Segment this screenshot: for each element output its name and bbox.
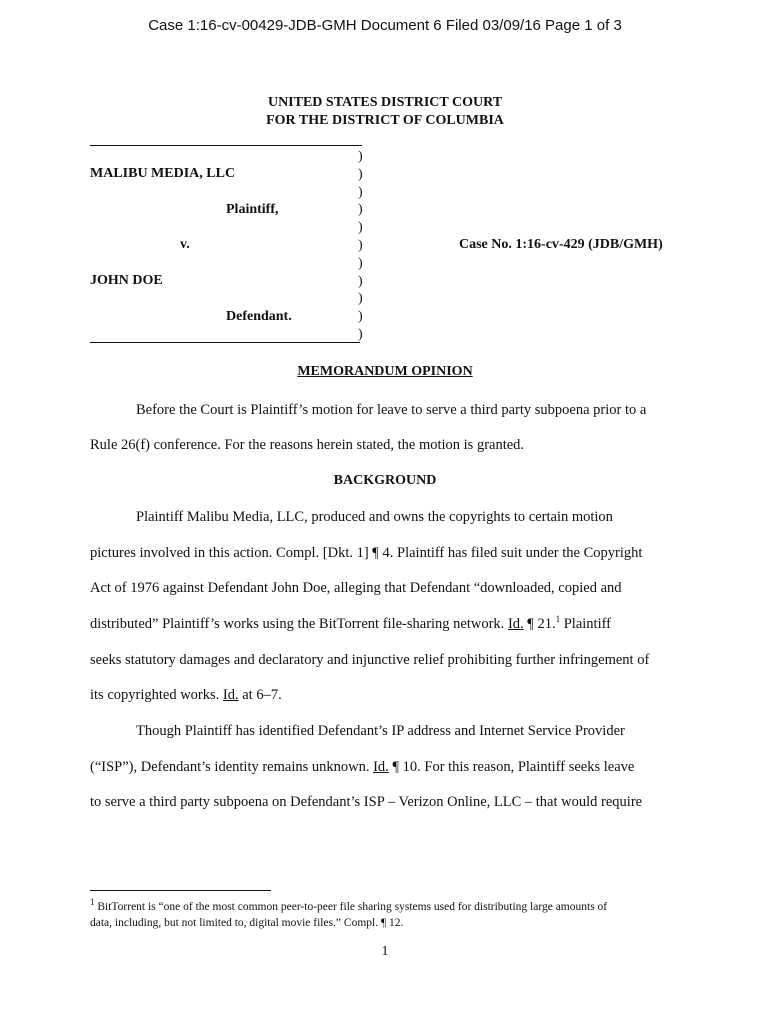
bg-p2-line-1: Though Plaintiff has identified Defendant’s IP address and Internet Service Provider (136, 723, 625, 739)
bg-p1-line-4 (90, 616, 611, 633)
caption-paren: ) (358, 166, 363, 182)
filing-header: Case 1:16-cv-00429-JDB-GMH Document 6 Filed 03/09/16 Page 1 of 3 (148, 17, 622, 34)
bg-p1-line-3: Act of 1976 against Defendant John Doe, alleging that Defendant “downloaded, copied and (90, 580, 622, 596)
bg-p1-line-1: Plaintiff Malibu Media, LLC, produced and owns the copyrights to certain motion (136, 509, 613, 525)
caption-paren: ) (358, 309, 363, 325)
id-citation: Id. (222, 687, 239, 703)
document-title: MEMORANDUM OPINION (297, 364, 473, 379)
caption-bottom-rule (90, 342, 360, 343)
footnote-reference[interactable]: 1 (555, 614, 561, 625)
caption-paren: ) (358, 255, 363, 271)
caption-paren: ) (358, 220, 363, 236)
bg-p2-line-3: to serve a third party subpoena on Defendant’s ISP – Verizon Online, LLC – that would require (90, 794, 643, 810)
footnote-text: BitTorrent is “one of the most common peer-to-peer file sharing systems used for distributing large amounts of (94, 901, 608, 913)
bg-p1-line-4-cite: ¶ 21. (523, 616, 556, 632)
caption-paren: ) (358, 184, 363, 200)
caption-paren: ) (358, 273, 363, 289)
bg-p2-line-2-end: ¶ 10. For this reason, Plaintiff seeks leave (388, 759, 635, 775)
caption-top-rule (90, 145, 362, 146)
bg-p1-line-2: pictures involved in this action. Compl. [Dkt. 1] ¶ 4. Plaintiff has filed suit under the Copyright (90, 545, 643, 561)
bg-p1-line-6 (90, 687, 282, 704)
plaintiff-role: Plaintiff, (226, 202, 279, 217)
defendant-role: Defendant. (226, 309, 292, 324)
bg-p1-line-5: seeks statutory damages and declaratory and injunctive relief prohibiting further infringement of (90, 652, 650, 668)
caption-paren: ) (358, 149, 363, 164)
bg-p2-line-2-text: (“ISP”), Defendant’s identity remains unknown. (90, 759, 374, 775)
footnote-rule (90, 890, 271, 891)
bg-p2-line-2 (90, 759, 634, 776)
court-name-line2: FOR THE DISTRICT OF COLUMBIA (266, 113, 504, 128)
caption-paren: ) (358, 237, 363, 253)
bg-p1-line-6-text: its copyrighted works. (90, 687, 223, 703)
page-number: 1 (381, 944, 389, 959)
versus-label: v. (180, 237, 190, 252)
case-number: Case No. 1:16-cv-429 (JDB/GMH) (459, 237, 663, 252)
bg-p1-line-4-end: Plaintiff (560, 616, 611, 632)
defendant-name: JOHN DOE (90, 273, 163, 288)
background-heading: BACKGROUND (333, 473, 437, 488)
caption-parentheses (358, 148, 363, 344)
intro-line-2: Rule 26(f) conference. For the reasons herein stated, the motion is granted. (90, 437, 525, 453)
intro-line-1: Before the Court is Plaintiff’s motion for leave to serve a third party subpoena prior to a (136, 402, 647, 418)
caption-paren: ) (358, 326, 363, 342)
id-citation: Id. (507, 616, 524, 632)
footnote-line-2: data, including, but not limited to, digital movie files.” Compl. ¶ 12. (90, 917, 404, 929)
bg-p1-line-4-text: distributed” Plaintiff’s works using the BitTorrent file-sharing network. (90, 616, 508, 632)
id-citation: Id. (373, 759, 389, 775)
court-name-line1: UNITED STATES DISTRICT COURT (267, 95, 503, 110)
footnote-line-1 (90, 897, 608, 913)
caption-paren: ) (358, 202, 363, 218)
plaintiff-name: MALIBU MEDIA, LLC (90, 166, 236, 181)
bg-p1-line-6-end: at 6–7. (238, 687, 282, 703)
caption-paren: ) (358, 291, 363, 307)
footnote-marker: 1 (90, 897, 95, 908)
